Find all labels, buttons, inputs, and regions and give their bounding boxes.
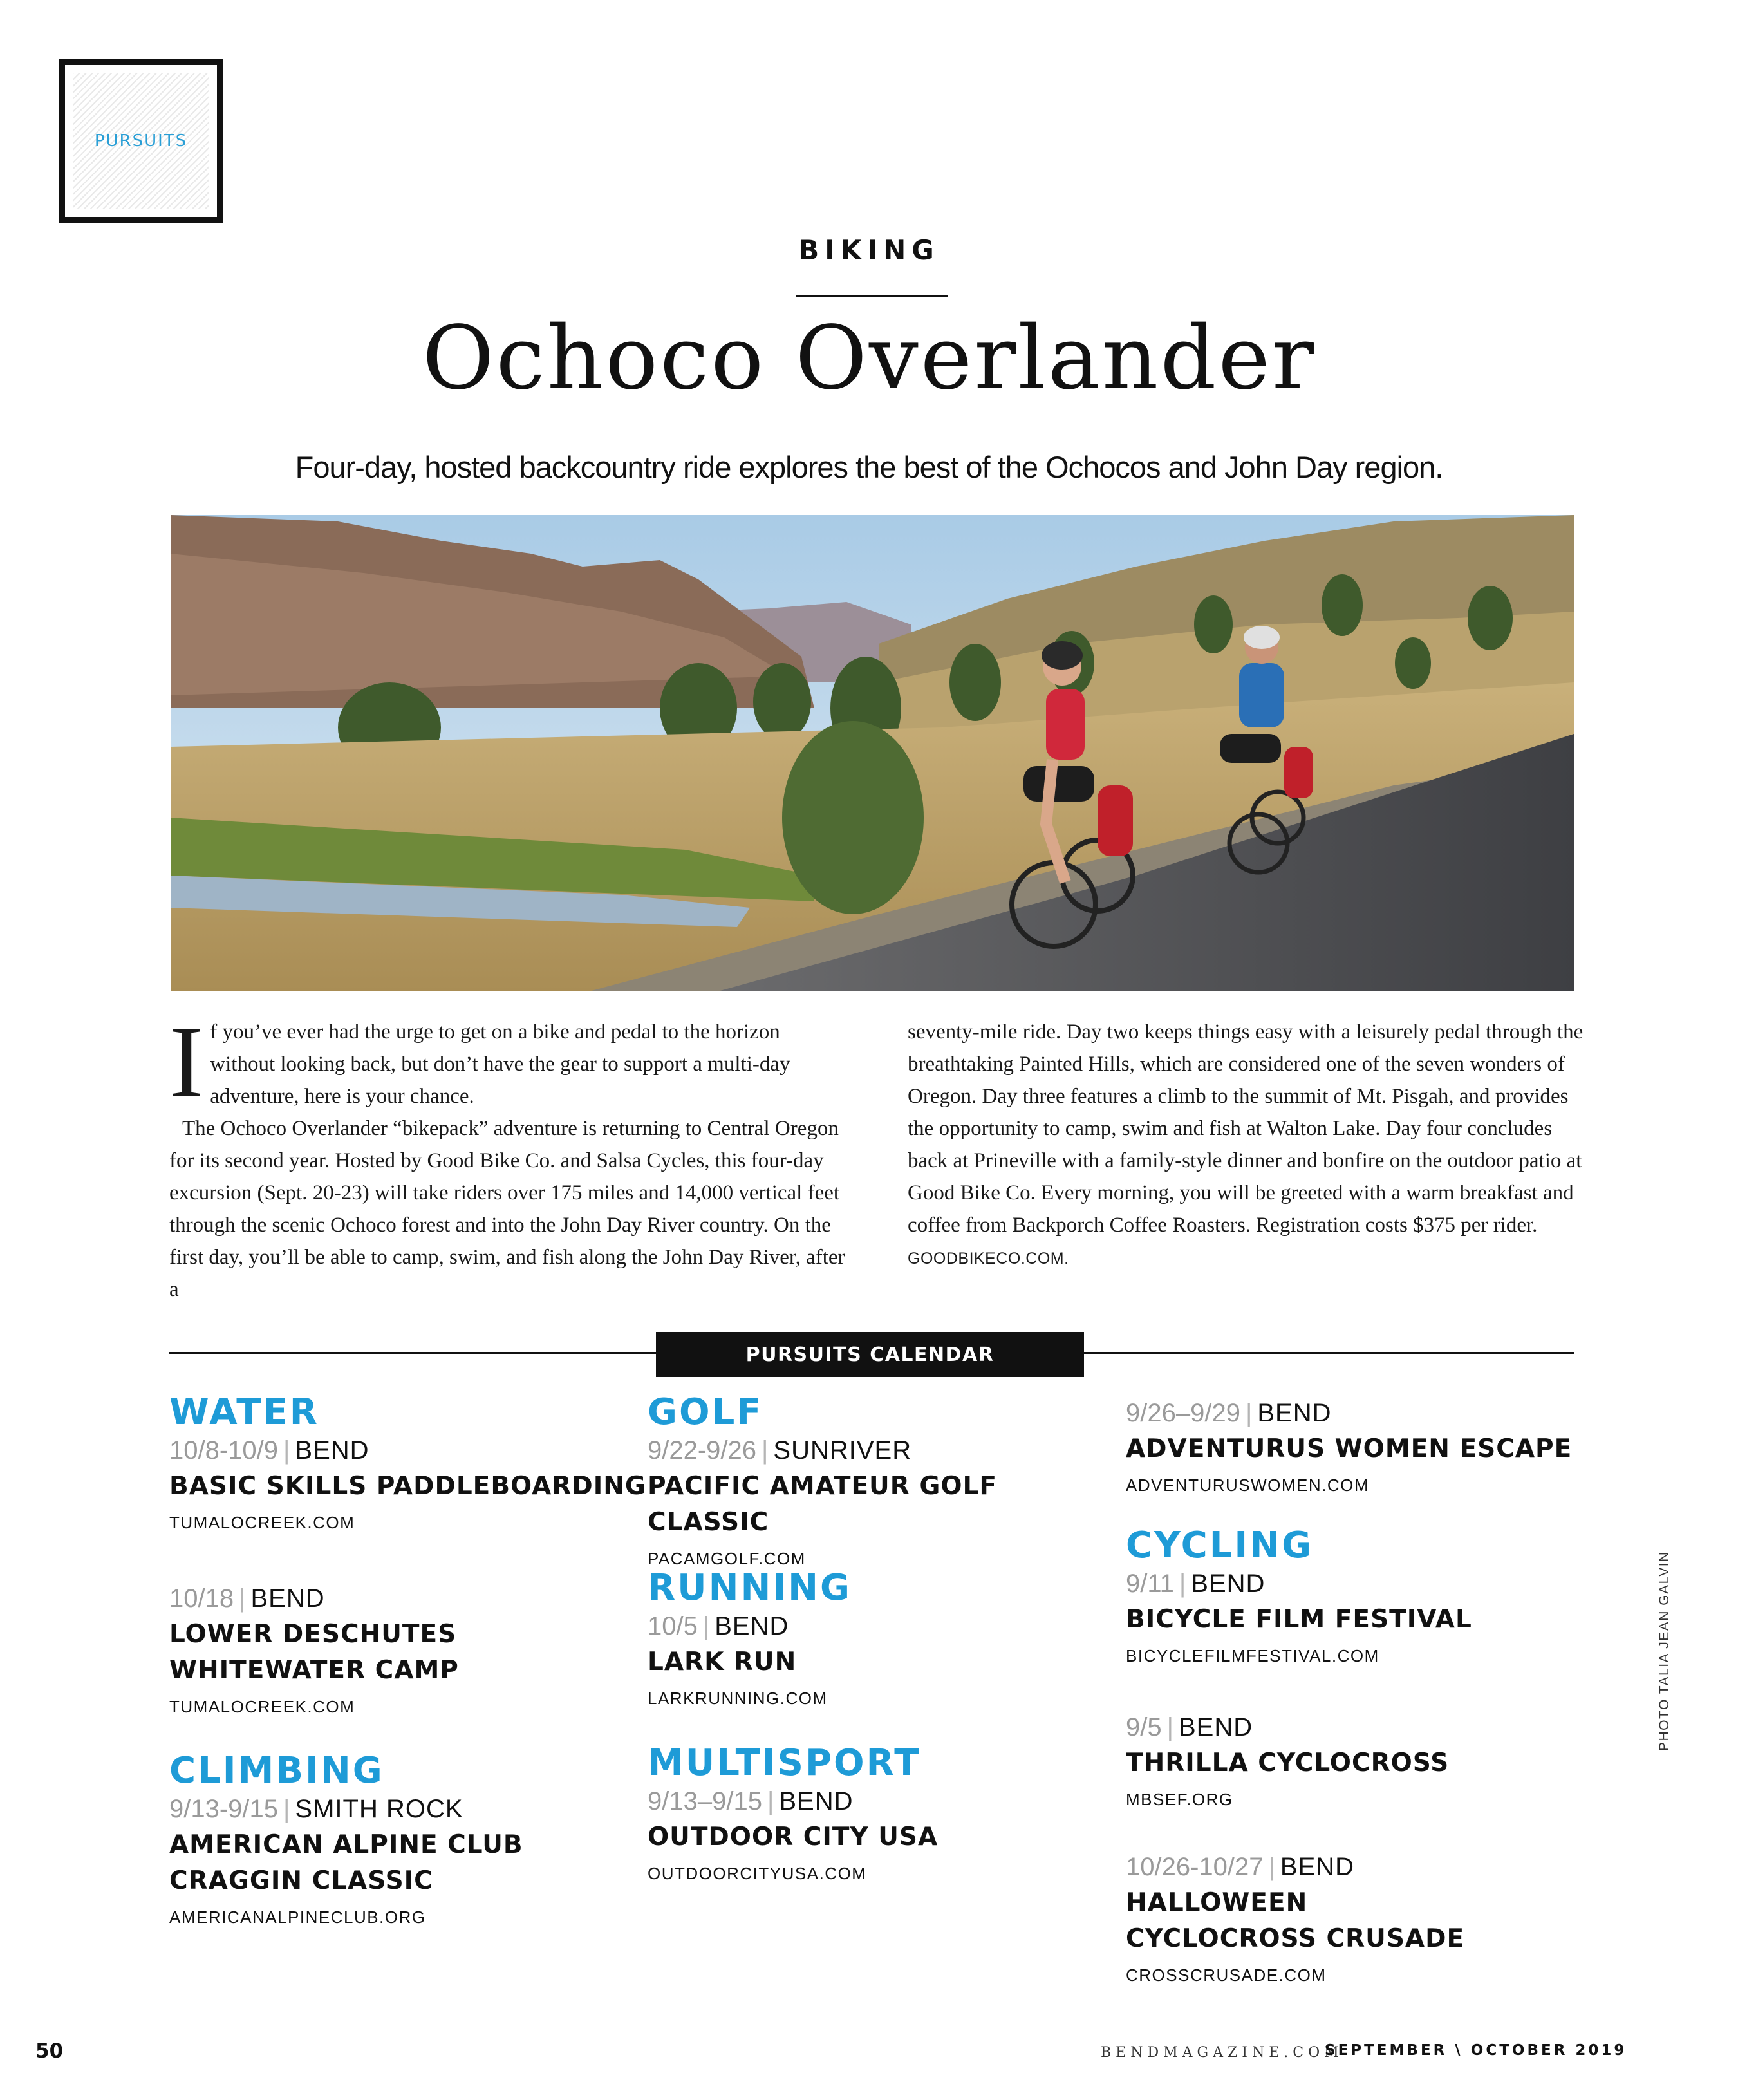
category-multisport: MULTISPORT [648,1742,921,1784]
calendar-section-multisport [648,1743,1111,1886]
event-date-line: 9/13-9/15 | SMITH ROCK [169,1795,463,1823]
event-title: AMERICAN ALPINE CLUB CRAGGIN CLASSIC [169,1830,523,1895]
kicker-divider [796,295,948,297]
event-location: BEND [1191,1570,1266,1598]
footer-site: BENDMAGAZINE.COM [1101,2045,1343,2061]
event-date-line: 10/18 | BEND [169,1584,325,1613]
calendar-section-cycling [1126,1526,1589,1669]
category-cycling: CYCLING [1126,1524,1314,1566]
article-paragraph-2: The Ochoco Overlander “bikepack” adventure is returning to Central Oregon for its second year. Hosted by Good Bike Co. and Salsa Cycles, this four-day excursion (Sept. 20-23) will take riders over 175 miles and 14,000 vertical feet through the scenic Ochoco forest and into the John Day River country. On the first day, you’ll be able to camp, swim, and fish along the John Day River, after a [169,1117,845,1301]
calendar-banner: PURSUITS CALENDAR [656,1332,1084,1377]
event-location: BEND [715,1612,789,1640]
photo-credit: PHOTO TALIA JEAN GALVIN [1657,1551,1672,1751]
event-title: LOWER DESCHUTES WHITEWATER CAMP [169,1620,459,1685]
event-location: BEND [1179,1713,1253,1741]
article-paragraph-3-text: seventy-mile ride. Day two keeps things easy with a leisurely pedal through the breathtaking Painted Hills, which are considered one of the seven wonders of Oregon. Day three features a climb to the summit of Mt. Pisgah, and provides the opportunity to camp, swim and fish at Walton Lake. Day four concludes back at Prineville with a family-style dinner and bonfire on the outdoor patio at Good Bike Co. Every morning, you will be greeted with a warm breakfast and coffee from Backporch Coffee Roasters. Registration costs $375 per rider. [908,1020,1584,1237]
cyclists-photo [171,515,1574,991]
event-url[interactable]: TUMALOCREEK.COM [169,1513,355,1532]
category-water: WATER [169,1391,319,1433]
event-date: 10/5 [648,1612,698,1640]
event-url[interactable]: MBSEF.ORG [1126,1790,1233,1809]
event-date: 9/5 [1126,1713,1162,1741]
event-url[interactable]: AMERICANALPINECLUB.ORG [169,1908,426,1927]
section-badge-label: PURSUITS [94,131,188,151]
article-paragraph-1 [169,1004,845,1119]
article-dek: Four-day, hosted backcountry ride explores the best of the Ochocos and John Day region. [295,450,1443,484]
article-paragraph-3 [908,1016,1584,1275]
article-paragraph-1-text: f you’ve ever had the urge to get on a bike and pedal to the horizon without looking back, but don’t have the gear to support a multi-day adventure, here is your chance. [210,1020,790,1108]
page-number: 50 [35,2039,64,2063]
event-location: BEND [295,1436,369,1465]
event-date: 9/22-9/26 [648,1436,757,1465]
event-title: LARK RUN [648,1647,797,1676]
event-date-line: 9/13–9/15 | BEND [648,1787,854,1815]
event-url[interactable]: OUTDOORCITYUSA.COM [648,1864,867,1883]
event-title: THRILLA CYCLOCROSS [1126,1748,1450,1777]
event-date-line: 9/26–9/29 | BEND [1126,1399,1332,1427]
event-date: 9/11 [1126,1570,1174,1598]
event-title: BASIC SKILLS PADDLEBOARDING [169,1472,646,1501]
article-column-right [908,1016,1584,1275]
event-date-line: 10/5 | BEND [648,1612,789,1640]
calendar-section-running [648,1568,1111,1711]
event-date: 9/13-9/15 [169,1795,279,1823]
event-date: 10/18 [169,1584,234,1613]
event-date-line: 10/8-10/9 | BEND [169,1436,369,1465]
calendar-event-thrilla [1126,1709,1589,1812]
article-column-left [169,1004,845,1306]
article-headline: Ochoco Overlander [422,308,1316,409]
event-location: BEND [779,1787,854,1815]
event-title: OUTDOOR CITY USA [648,1823,939,1852]
event-location: BEND [1257,1399,1332,1427]
event-date: 10/26-10/27 [1126,1853,1264,1881]
category-climbing: CLIMBING [169,1750,384,1792]
goodbikeco-link[interactable]: GOODBIKECO.COM. [908,1250,1069,1268]
calendar-section-climbing [169,1751,530,1930]
event-url[interactable]: ADVENTURUSWOMEN.COM [1126,1476,1370,1495]
event-date: 9/13–9/15 [648,1787,762,1815]
event-date-line: 9/22-9/26 | SUNRIVER [648,1436,912,1465]
event-url[interactable]: PACAMGOLF.COM [648,1549,806,1568]
event-url[interactable]: LARKRUNNING.COM [648,1689,828,1708]
event-date-line: 10/26-10/27 | BEND [1126,1853,1355,1881]
event-title: ADVENTURUS WOMEN ESCAPE [1126,1434,1573,1463]
calendar-event-lower-deschutes [169,1580,472,1720]
article-kicker: BIKING [798,234,940,266]
event-url[interactable]: BICYCLEFILMFESTIVAL.COM [1126,1646,1379,1665]
calendar-section-golf [648,1392,1117,1571]
event-date-line: 9/11 | BEND [1126,1570,1266,1598]
event-location: BEND [1280,1853,1355,1881]
event-title: HALLOWEEN CYCLOCROSS CRUSADE [1126,1888,1465,1953]
category-running: RUNNING [648,1567,852,1609]
event-location: SUNRIVER [773,1436,912,1465]
event-location: SMITH ROCK [295,1795,463,1823]
event-date-line: 9/5 | BEND [1126,1713,1253,1741]
event-title: PACIFIC AMATEUR GOLF CLASSIC [648,1472,997,1537]
event-title: BICYCLE FILM FESTIVAL [1126,1605,1472,1634]
drop-cap: I [169,1004,204,1119]
event-url[interactable]: CROSSCRUSADE.COM [1126,1965,1327,1985]
calendar-event-halloween [1126,1849,1493,1988]
category-golf: GOLF [648,1391,763,1433]
section-badge [59,59,223,223]
event-url[interactable]: TUMALOCREEK.COM [169,1697,355,1716]
calendar-section-water [169,1392,659,1535]
event-date: 9/26–9/29 [1126,1399,1240,1427]
calendar-event-adventurus [1126,1395,1589,1498]
event-location: BEND [250,1584,325,1613]
footer-issue: SEPTEMBER \ OCTOBER 2019 [1325,2042,1627,2059]
event-date: 10/8-10/9 [169,1436,279,1465]
